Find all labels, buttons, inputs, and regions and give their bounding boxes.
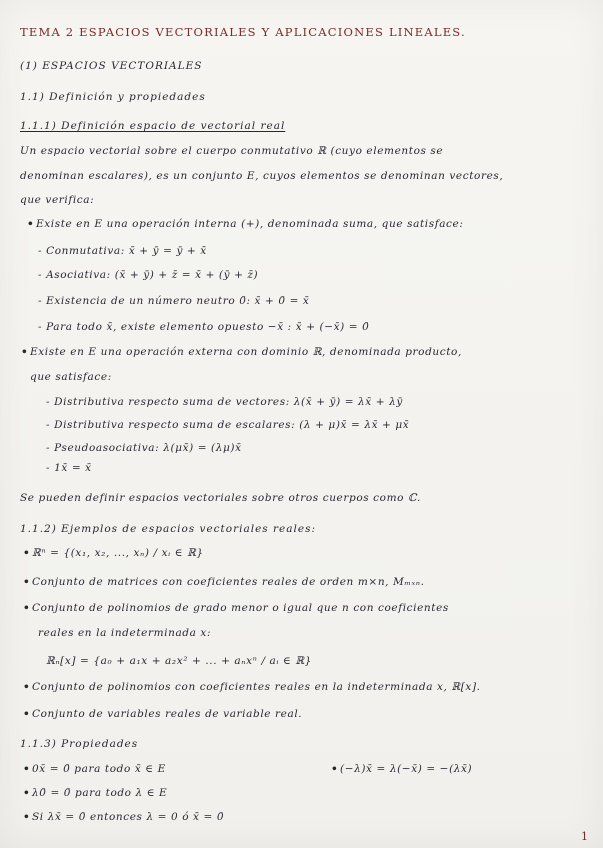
property-line: - Para todo x̄, existe elemento opuesto −x̄ : x̄ + (−x̄) = 0̄	[38, 321, 370, 333]
example-polynomials: • Conjunto de polinomios de grado menor o igual que n con coeficientes	[32, 602, 449, 614]
external-operation-cont: que satisface:	[30, 371, 112, 383]
property-line: - 1x̄ = x̄	[46, 462, 92, 474]
example-rn: • ℝⁿ = {(x₁, x₂, ..., xₙ) / xᵢ ∈ ℝ}	[32, 547, 204, 559]
property-line: - Conmutativa: x̄ + ȳ = ȳ + x̄	[38, 245, 207, 257]
property-zero-vector: • λ0̄ = 0̄ para todo λ ∈ E	[32, 787, 167, 799]
other-fields-line: Se pueden definir espacios vectoriales sobre otros cuerpos como ℂ.	[20, 492, 421, 504]
property-line: - Distributiva respecto suma de vectores: λ(x̄ + ȳ) = λx̄ + λȳ	[46, 396, 403, 408]
polynomial-formula: ℝₙ[x] = {a₀ + a₁x + a₂x² + ... + aₙxⁿ / aᵢ ∈ ℝ}	[46, 655, 312, 667]
example-polynomials-cont: reales en la indeterminada x:	[38, 627, 212, 639]
property-line: - Pseudoasociativa: λ(μx̄) = (λμ)x̄	[46, 442, 242, 454]
example-real-functions: • Conjunto de variables reales de variable real.	[32, 708, 302, 720]
external-operation-bullet: • Existe en E una operación externa con dominio ℝ, denominada producto,	[30, 346, 462, 358]
internal-operation-bullet: • Existe en E una operación interna (+), denominada suma, que satisface:	[36, 218, 464, 230]
page-title: TEMA 2 ESPACIOS VECTORIALES Y APLICACIONES LINEALES.	[20, 25, 466, 39]
definition-line: Un espacio vectorial sobre el cuerpo conmutativo ℝ (cuyo elementos se	[20, 145, 444, 157]
property-zero-scalar: • 0x̄ = 0̄ para todo x̄ ∈ E	[32, 763, 166, 775]
definition-line: denominan escalares), es un conjunto E, cuyos elementos se denominan vectores,	[20, 170, 504, 182]
example-all-polynomials: • Conjunto de polinomios con coeficientes reales en la indeterminada x, ℝ[x].	[32, 681, 481, 693]
section-heading: (1) ESPACIOS VECTORIALES	[20, 60, 203, 72]
property-line: - Asociativa: (x̄ + ȳ) + z̄ = x̄ + (ȳ + z̄)	[38, 269, 259, 281]
examples-heading: 1.1.2) Ejemplos de espacios vectoriales reales:	[20, 523, 317, 535]
subsection-heading: 1.1) Definición y propiedades	[20, 91, 206, 103]
property-line: - Distributiva respecto suma de escalares: (λ + μ)x̄ = λx̄ + μx̄	[46, 419, 410, 431]
page-number: 1	[581, 830, 589, 843]
property-negative-scalar: • (−λ)x̄ = λ(−x̄) = −(λx̄)	[340, 763, 472, 775]
property-null-product: • Si λx̄ = 0̄ entonces λ = 0 ó x̄ = 0̄	[32, 811, 224, 823]
property-line: - Existencia de un número neutro 0̄: x̄ + 0̄ = x̄	[38, 295, 310, 307]
example-matrices: • Conjunto de matrices con coeficientes reales de orden m×n, Mₘₓₙ.	[32, 576, 425, 588]
subsubsection-heading: 1.1.1) Definición espacio de vectorial real	[20, 120, 286, 132]
definition-line: que verifica:	[20, 194, 95, 206]
properties-heading: 1.1.3) Propiedades	[20, 738, 139, 750]
